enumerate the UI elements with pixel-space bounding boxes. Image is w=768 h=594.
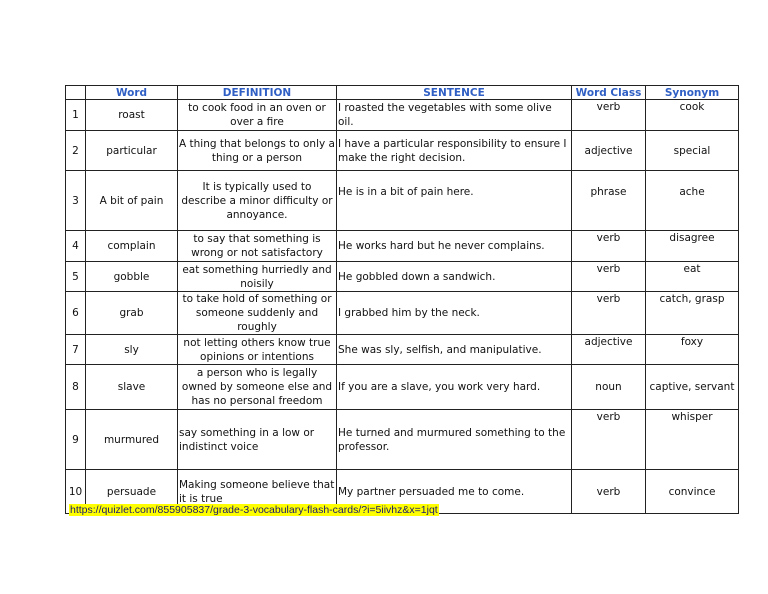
row-definition: eat something hurriedly and noisily: [178, 262, 337, 292]
row-sentence: He gobbled down a sandwich.: [337, 262, 572, 292]
row-synonym: special: [646, 131, 739, 171]
header-number: [66, 86, 86, 100]
row-synonym: cook: [646, 100, 739, 131]
row-number: 5: [66, 262, 86, 292]
row-word-class: phrase: [572, 171, 646, 231]
row-number: 8: [66, 365, 86, 410]
row-word: persuade: [86, 470, 178, 514]
row-synonym: eat: [646, 262, 739, 292]
row-word: particular: [86, 131, 178, 171]
table-row: [66, 335, 739, 365]
row-number: 10: [66, 470, 86, 514]
row-word: murmured: [86, 410, 178, 470]
row-definition: to cook food in an oven or over a fire: [178, 100, 337, 131]
row-word-class: verb: [572, 100, 646, 131]
row-synonym: convince: [646, 470, 739, 514]
row-sentence: I roasted the vegetables with some olive oil.: [337, 100, 572, 131]
row-synonym: foxy: [646, 335, 739, 365]
table-row: [66, 171, 739, 231]
row-word: slave: [86, 365, 178, 410]
row-word: A bit of pain: [86, 171, 178, 231]
header-word-class: Word Class: [572, 86, 646, 100]
row-sentence: He turned and murmured something to the professor.: [337, 410, 572, 470]
table-row: [66, 231, 739, 262]
row-synonym: whisper: [646, 410, 739, 470]
row-sentence: If you are a slave, you work very hard.: [337, 365, 572, 410]
header-synonym: Synonym: [646, 86, 739, 100]
table-header-row: [66, 86, 739, 100]
row-definition: Making someone believe that it is true: [178, 470, 337, 514]
row-sentence: I grabbed him by the neck.: [337, 292, 572, 335]
table-row: [66, 131, 739, 171]
row-number: 7: [66, 335, 86, 365]
table-row: [66, 365, 739, 410]
row-word-class: verb: [572, 231, 646, 262]
row-sentence: My partner persuaded me to come.: [337, 470, 572, 514]
row-word-class: adjective: [572, 131, 646, 171]
table-row: [66, 410, 739, 470]
row-number: 4: [66, 231, 86, 262]
row-word-class: verb: [572, 292, 646, 335]
table-row: [66, 100, 739, 131]
row-synonym: catch, grasp: [646, 292, 739, 335]
row-word-class: verb: [572, 410, 646, 470]
row-word: complain: [86, 231, 178, 262]
row-word: sly: [86, 335, 178, 365]
row-definition: to take hold of something or someone suddenly and roughly: [178, 292, 337, 335]
header-definition: DEFINITION: [178, 86, 337, 100]
row-definition: It is typically used to describe a minor difficulty or annoyance.: [178, 171, 337, 231]
row-sentence: I have a particular responsibility to ensure I make the right decision.: [337, 131, 572, 171]
row-synonym: ache: [646, 171, 739, 231]
row-definition: a person who is legally owned by someone else and has no personal freedom: [178, 365, 337, 410]
row-word: grab: [86, 292, 178, 335]
vocabulary-table: [65, 85, 739, 514]
header-word: Word: [86, 86, 178, 100]
row-number: 9: [66, 410, 86, 470]
row-definition: say something in a low or indistinct voice: [178, 410, 337, 470]
row-synonym: disagree: [646, 231, 739, 262]
row-word: gobble: [86, 262, 178, 292]
row-definition: A thing that belongs to only a thing or a person: [178, 131, 337, 171]
row-sentence: He works hard but he never complains.: [337, 231, 572, 262]
row-number: 6: [66, 292, 86, 335]
row-number: 1: [66, 100, 86, 131]
row-definition: not letting others know true opinions or intentions: [178, 335, 337, 365]
row-word-class: noun: [572, 365, 646, 410]
row-number: 3: [66, 171, 86, 231]
row-word-class: adjective: [572, 335, 646, 365]
row-sentence: He is in a bit of pain here.: [337, 171, 572, 231]
row-synonym: captive, servant: [646, 365, 739, 410]
row-word-class: verb: [572, 470, 646, 514]
row-word: roast: [86, 100, 178, 131]
header-sentence: SENTENCE: [337, 86, 572, 100]
row-number: 2: [66, 131, 86, 171]
source-link[interactable]: https://quizlet.com/855905837/grade-3-vocabulary-flash-cards/?i=5iivhz&x=1jqt: [70, 504, 438, 516]
row-definition: to say that something is wrong or not satisfactory: [178, 231, 337, 262]
row-word-class: verb: [572, 262, 646, 292]
row-sentence: She was sly, selfish, and manipulative.: [337, 335, 572, 365]
table-row: [66, 292, 739, 335]
table-row: [66, 262, 739, 292]
